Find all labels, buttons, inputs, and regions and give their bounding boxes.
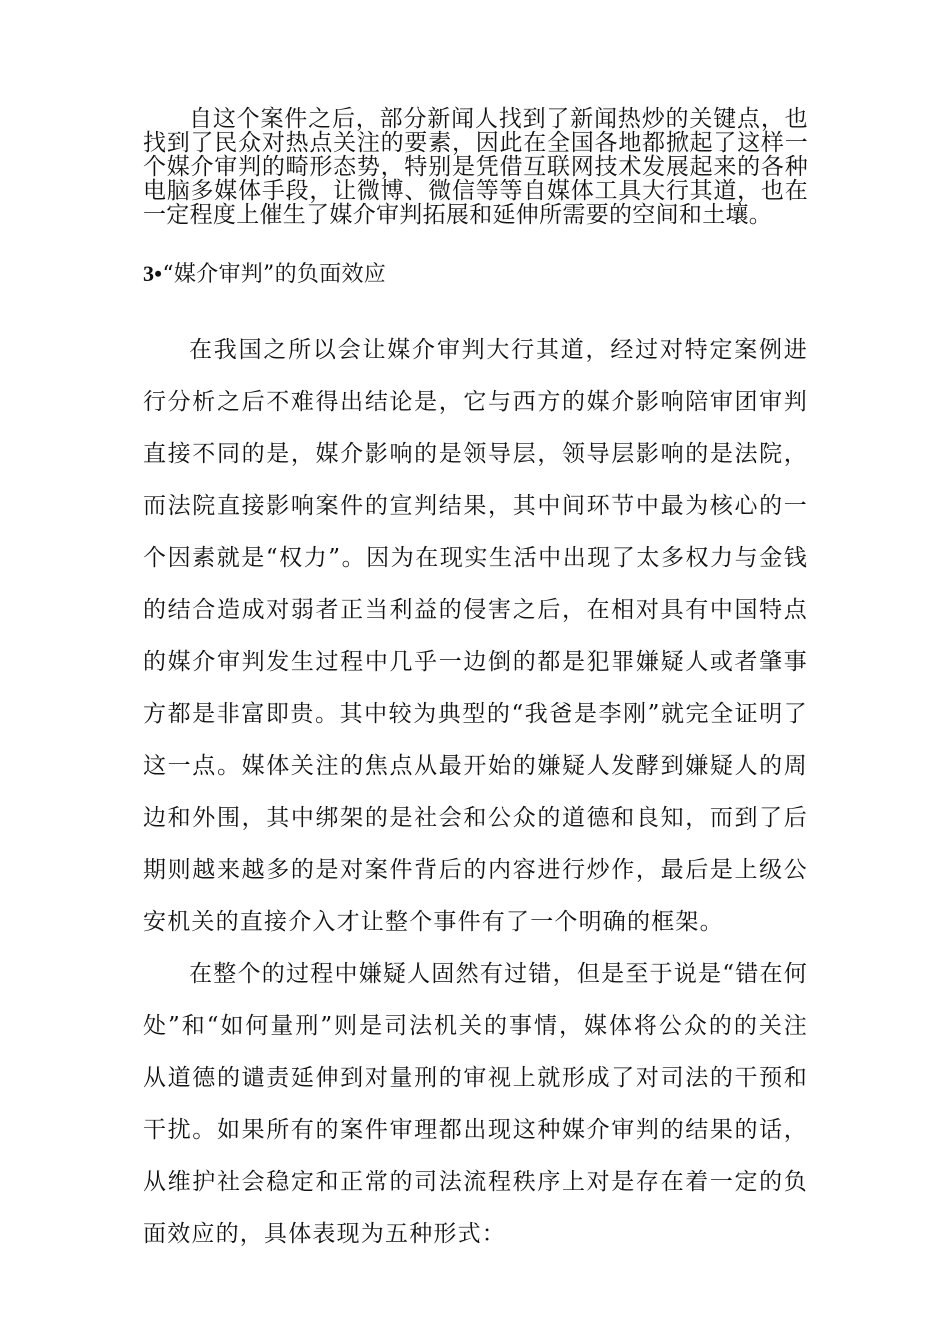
section-body <box>143 324 808 1260</box>
section-heading <box>143 259 808 290</box>
section-title: “媒介审判”的负面效应 <box>162 262 387 287</box>
section-number: 3• <box>143 261 163 286</box>
paragraph-effects: 在整个的过程中嫌疑人固然有过错，但是至于说是“错在何处”和“如何量刑”则是司法机关的事情，媒体将公众的的关注从道德的谴责延伸到对量刑的审视上就形成了对司法的干预和干扰。如果所有的案件审理都出现这种媒介审判的结果的话，从维护社会稳定和正常的司法流程秩序上对是存在着一定的负面效应的，具体表现为五种形式： <box>143 961 808 1247</box>
paragraph-analysis: 在我国之所以会让媒介审判大行其道，经过对特定案例进行分析之后不难得出结论是，它与西方的媒介影响陪审团审判直接不同的是，媒介影响的是领导层，领导层影响的是法院，而法院直接影响案件的宣判结果，其中间环节中最为核心的一个因素就是“权力”。因为在现实生活中出现了太多权力与金钱的结合造成对弱者正当利益的侵害之后，在相对具有中国特点的媒介审判发生过程中几乎一边倒的都是犯罪嫌疑人或者肇事方都是非富即贵。其中较为典型的“我爸是李刚”就完全证明了这一点。媒体关注的焦点从最开始的嫌疑人发酵到嫌疑人的周边和外围，其中绑架的是社会和公众的道德和良知，而到了后期则越来越多的是对案件背后的内容进行炒作，最后是上级公安机关的直接介入才让整个事件有了一个明确的框架。 <box>143 337 808 935</box>
paragraph-intro: 自这个案件之后，部分新闻人找到了新闻热炒的关键点，也找到了民众对热点关注的要素，因此在全国各地都掀起了这样一个媒介审判的畸形态势，特别是凭借互联网技术发展起来的各种电脑多媒体手段，让微博、微信等等自媒体工具大行其道，也在一定程度上催生了媒介审判拓展和延伸所需要的空间和土壤。 <box>143 106 808 228</box>
